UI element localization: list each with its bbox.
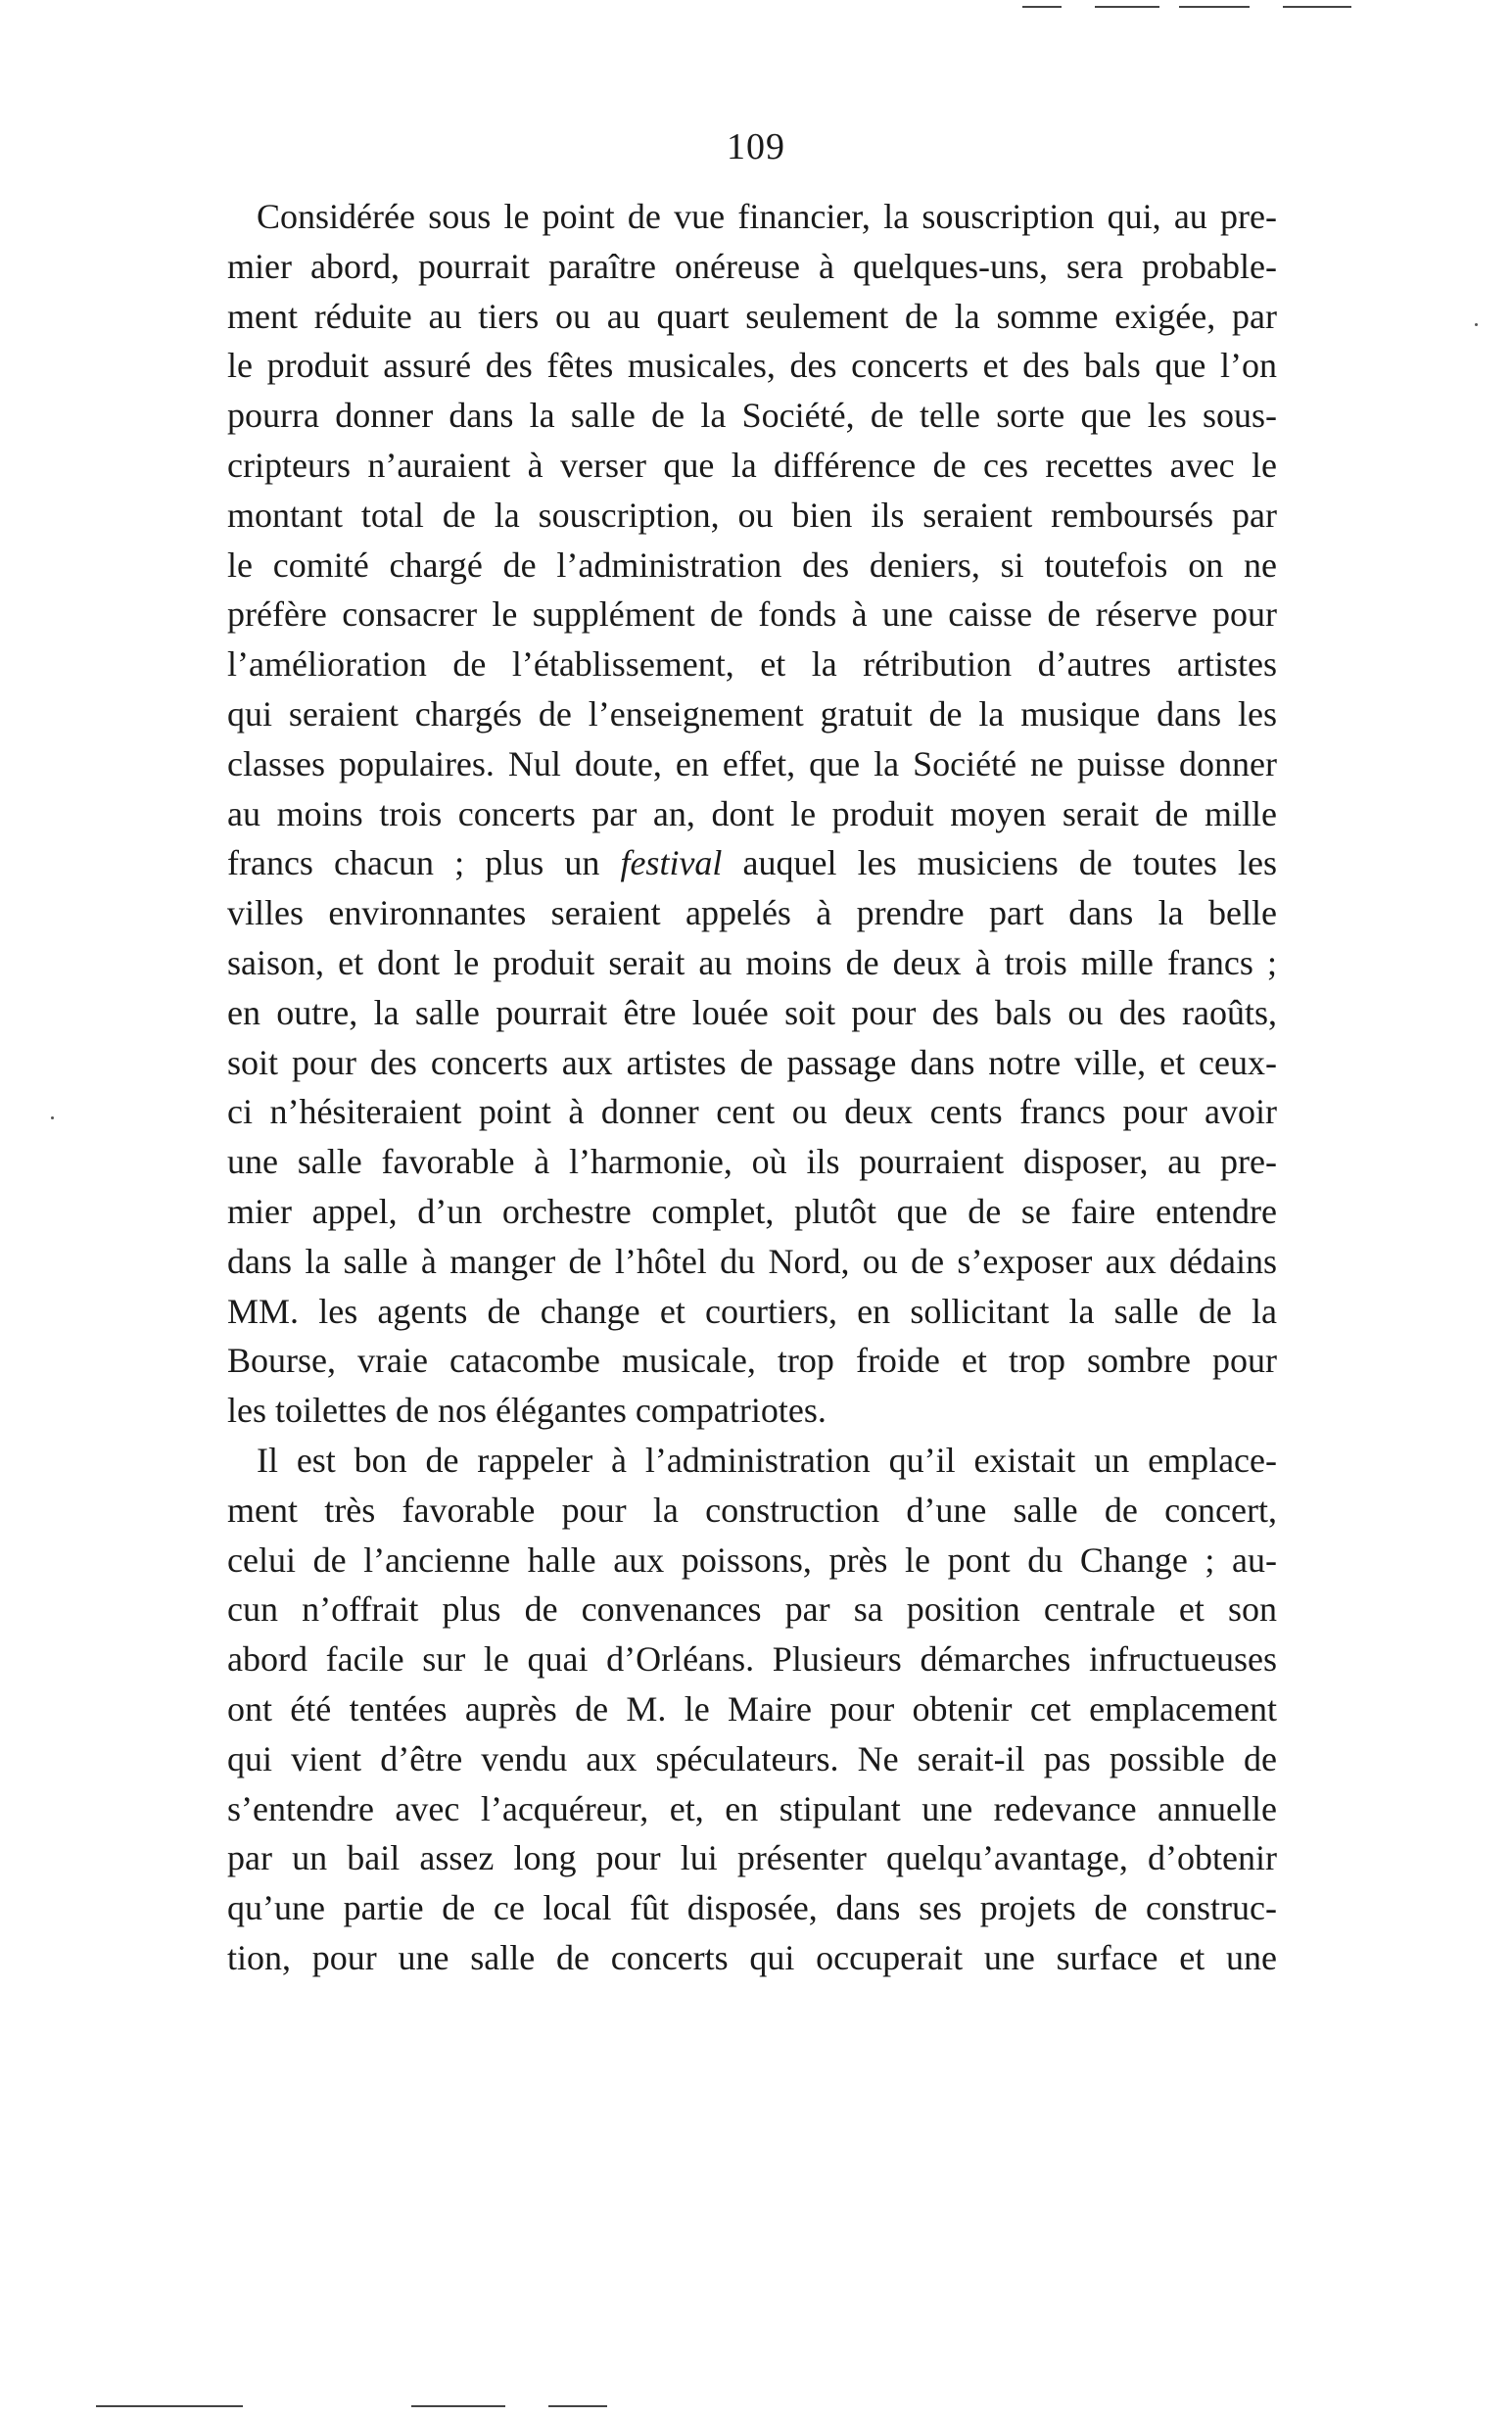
text-line: s’entendre avec l’acquéreur, et, en stipulant une redevance annuelle [227, 1788, 1277, 1828]
text-line: villes environnantes seraient appelés à prendre part dans la belle [227, 893, 1277, 933]
margin-speck [1475, 323, 1478, 326]
top-edge-rule [1095, 6, 1159, 8]
paragraph [227, 192, 1277, 1436]
text-line: classes populaires. Nul doute, en effet, que la Société ne puisse donner [227, 743, 1277, 783]
top-edge-rule [1179, 6, 1250, 8]
text-line-with-italic: francs chacun ; plus un festival auquel les musiciens de toutes les [227, 843, 1277, 883]
page-number: 109 [727, 126, 785, 167]
top-edge-rule [1283, 6, 1351, 8]
text-line: ont été tentées auprès de M. le Maire pour obtenir cet emplacement [227, 1688, 1277, 1729]
text-line: soit pour des concerts aux artistes de passage dans notre ville, et ceux- [227, 1042, 1277, 1082]
text-line: au moins trois concerts par an, dont le produit moyen serait de mille [227, 793, 1277, 833]
text-line: pourra donner dans la salle de la Société, de telle sorte que les sous- [227, 396, 1277, 436]
text-line: mier abord, pourrait paraître onéreuse à quelques-uns, sera probable- [227, 246, 1277, 286]
text-line: Il est bon de rappeler à l’administration qu’il existait un emplace- [257, 1440, 1277, 1480]
text-line: dans la salle à manger de l’hôtel du Nord, ou de s’exposer aux dédains [227, 1241, 1277, 1281]
text-line: MM. les agents de change et courtiers, en sollicitant la salle de la [227, 1291, 1277, 1331]
text-line: par un bail assez long pour lui présenter quelqu’avantage, d’obtenir [227, 1838, 1277, 1878]
body-text [227, 192, 1277, 1983]
text-line: qui vient d’être vendu aux spéculateurs. Ne serait-il pas possible de [227, 1738, 1277, 1778]
text-line: qui seraient chargés de l’enseignement gratuit de la musique dans les [227, 693, 1277, 734]
margin-speck [51, 1116, 54, 1119]
text-line: qu’une partie de ce local fût disposée, dans ses projets de construc- [227, 1888, 1277, 1928]
text-line: les toilettes de nos élégantes compatriotes. [227, 1391, 827, 1431]
italic-word: festival [620, 843, 723, 883]
bottom-edge-rule [411, 2405, 505, 2407]
text-line: saison, et dont le produit serait au moins de deux à trois mille francs ; [227, 942, 1277, 982]
bottom-edge-rule [96, 2405, 243, 2407]
text-line: ment très favorable pour la construction d’une salle de concert, [227, 1490, 1277, 1530]
text-line: ment réduite au tiers ou au quart seulement de la somme exigée, par [227, 296, 1277, 336]
text-line: mier appel, d’un orchestre complet, plutôt que de se faire entendre [227, 1191, 1277, 1231]
text-line: en outre, la salle pourrait être louée soit pour des bals ou des raoûts, [227, 992, 1277, 1032]
text-line: cun n’offrait plus de convenances par sa position centrale et son [227, 1589, 1277, 1630]
text-line: l’amélioration de l’établissement, et la rétribution d’autres artistes [227, 644, 1277, 685]
paragraph [227, 1436, 1277, 1983]
text-line: ci n’hésiteraient point à donner cent ou deux cents francs pour avoir [227, 1092, 1277, 1132]
text-line: le comité chargé de l’administration des deniers, si toutefois on ne [227, 545, 1277, 585]
text-line: Bourse, vraie catacombe musicale, trop froide et trop sombre pour [227, 1341, 1277, 1381]
text-line: montant total de la souscription, ou bien ils seraient remboursés par [227, 495, 1277, 535]
text-line: une salle favorable à l’harmonie, où ils pourraient disposer, au pre- [227, 1142, 1277, 1182]
text-line: cripteurs n’auraient à verser que la différence de ces recettes avec le [227, 445, 1277, 485]
bottom-edge-rule [548, 2405, 607, 2407]
text-line: celui de l’ancienne halle aux poissons, près le pont du Change ; au- [227, 1540, 1277, 1580]
text-line: le produit assuré des fêtes musicales, des concerts et des bals que l’on [227, 346, 1277, 386]
text-line: abord facile sur le quai d’Orléans. Plusieurs démarches infructueuses [227, 1639, 1277, 1680]
text-line: Considérée sous le point de vue financier, la souscription qui, au pre- [257, 197, 1277, 236]
top-edge-rule [1022, 6, 1062, 8]
text-line: préfère consacrer le supplément de fonds à une caisse de réserve pour [227, 594, 1277, 635]
text-line: tion, pour une salle de concerts qui occuperait une surface et une [227, 1937, 1277, 1977]
